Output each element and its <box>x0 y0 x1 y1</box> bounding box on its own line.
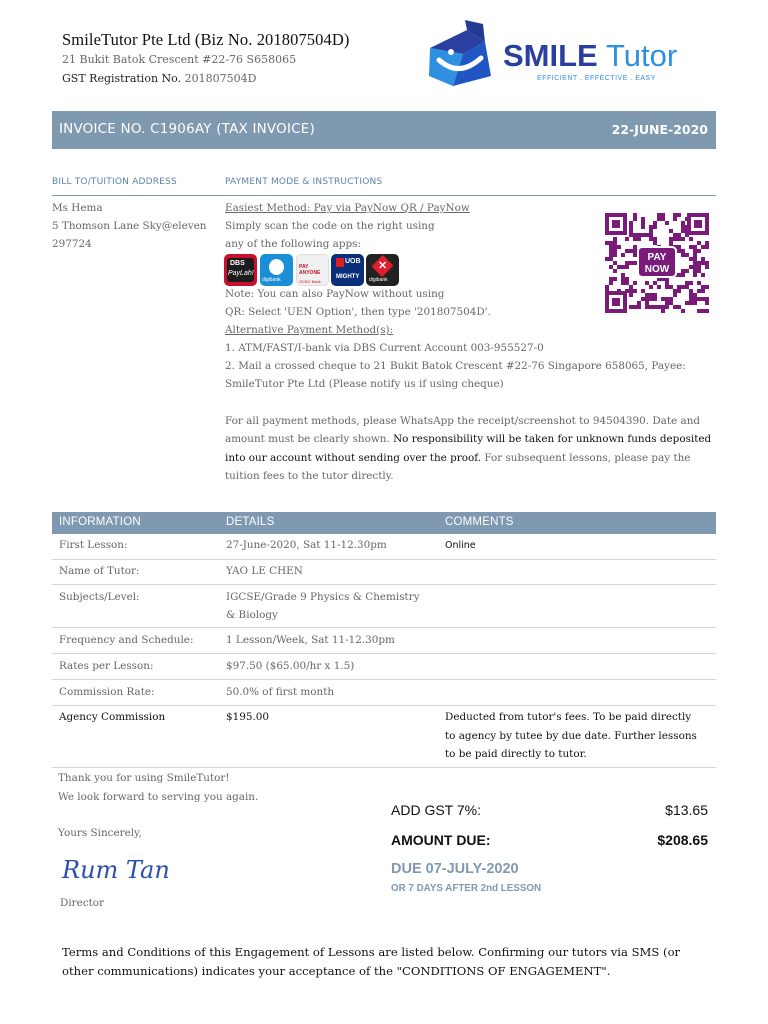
gst-number: 201807504D <box>184 72 257 85</box>
table-row-divider <box>52 627 716 628</box>
payment-alt-item: 1. ATM/FAST/I-bank via DBS Current Account 003-955527-0 <box>225 342 544 354</box>
row-label: Name of Tutor: <box>59 565 140 577</box>
payment-alt-item: 2. Mail a crossed cheque to 21 Bukit Batok Crescent #22-76 Singapore 658065, Payee: <box>225 360 686 372</box>
table-row-divider <box>52 679 716 680</box>
logo-tutor-text: Tutor <box>606 38 678 73</box>
table-row-divider <box>52 653 716 654</box>
info-table-header <box>52 512 716 534</box>
paynow-qr-code <box>605 213 709 313</box>
row-label: Agency Commission <box>59 711 166 723</box>
invoice-title: INVOICE NO. C1906AY (TAX INVOICE) <box>59 121 315 137</box>
signatory-title: Director <box>60 897 104 909</box>
row-detail: 27-June-2020, Sat 11-12.30pm <box>226 539 387 551</box>
bill-to-name: Ms Hema <box>52 202 103 214</box>
bill-to-address: 5 Thomson Lane Sky@eleven <box>52 220 207 232</box>
payment-app-icons <box>224 254 399 286</box>
sign-off: Yours Sincerely, <box>58 827 142 839</box>
payment-alt-item: SmileTutor Pte Ltd (Please notify us if using cheque) <box>225 378 504 390</box>
due-note: OR 7 DAYS AFTER 2nd LESSON <box>391 883 542 894</box>
qr-pay-label: PAY <box>647 252 667 263</box>
amount-due-value: $208.65 <box>657 832 708 848</box>
bill-to-postal: 297724 <box>52 238 92 250</box>
column-header-information: INFORMATION <box>59 516 141 528</box>
row-label: Commission Rate: <box>59 686 155 698</box>
company-name: SmileTutor Pte Ltd (Biz No. 201807504D) <box>62 30 350 49</box>
smiletutor-logo <box>425 20 690 90</box>
row-comment: to be paid directly to tutor. <box>445 748 587 760</box>
row-detail: $195.00 <box>226 711 269 723</box>
ocbc-pay-anyone-icon: PAY ANYONE OCBC Bank <box>296 254 329 286</box>
payment-instructions-text: For all payment methods, please WhatsApp the receipt/screenshot to 94504390. Date and amount must be clearly shown. <box>225 415 701 446</box>
amount-due-label: AMOUNT DUE: <box>391 832 491 848</box>
logo-smile-text: SMILE <box>503 38 598 73</box>
table-row-divider <box>52 559 716 560</box>
row-label: Subjects/Level: <box>59 591 140 603</box>
dbs-paylah-icon: DBS PayLah! <box>224 254 257 286</box>
thanks-message: Thank you for using SmileTutor! <box>58 772 230 784</box>
signature <box>60 845 170 893</box>
row-detail: 1 Lesson/Week, Sat 11-12.30pm <box>226 634 395 646</box>
uob-mighty-icon: UOB MIGHTY <box>331 254 364 286</box>
payment-disclaimer: No responsibility will be taken for unknown funds deposited into our account without sending over the proof. <box>225 433 712 464</box>
row-comment: Deducted from tutor's fees. To be paid directly <box>445 711 692 723</box>
payment-scan-line: Simply scan the code on the right using <box>225 220 435 232</box>
payment-instructions-text: For subsequent lessons, please pay the tuition fees to the tutor directly. <box>225 451 691 482</box>
gst-label: ADD GST 7%: <box>391 802 481 818</box>
section-divider <box>52 195 716 196</box>
company-address: 21 Bukit Batok Crescent #22-76 S658065 <box>62 53 297 66</box>
payment-note: Note: You can also PayNow without using <box>225 288 445 300</box>
table-row-divider <box>52 584 716 585</box>
row-label: Rates per Lesson: <box>59 660 154 672</box>
row-label: Frequency and Schedule: <box>59 634 194 646</box>
row-detail: 50.0% of first month <box>226 686 335 698</box>
payment-alt-heading: Alternative Payment Method(s): <box>225 324 394 336</box>
dbs-digibank-icon: ✕ digibank <box>366 254 399 286</box>
payment-label: PAYMENT MODE & INSTRUCTIONS <box>225 177 383 187</box>
column-header-details: DETAILS <box>226 516 275 528</box>
due-date: DUE 07-JULY-2020 <box>391 861 519 877</box>
terms-notice: Terms and Conditions of this Engagement of Lessons are listed below. Confirming our tutors via SMS (or other communications) indicates your acceptance of the "CONDITIONS OF ENGAGEMENT". <box>62 945 681 978</box>
gst-registration <box>62 72 256 85</box>
row-detail: $97.50 ($65.00/hr x 1.5) <box>226 660 355 672</box>
bill-to-label: BILL TO/TUITION ADDRESS <box>52 177 177 187</box>
qr-now-label: NOW <box>644 264 670 275</box>
logo-tagline: EFFICIENT . EFFECTIVE . EASY <box>537 75 656 82</box>
digibank-icon: digibank <box>260 254 293 286</box>
payment-easiest-method: Easiest Method: Pay via PayNow QR / PayNow <box>225 202 470 214</box>
signature-text: Rum Tan <box>62 856 170 884</box>
invoice-date: 22-JUNE-2020 <box>611 122 708 137</box>
logo-mark-icon <box>429 20 491 86</box>
column-header-comments: COMMENTS <box>445 516 514 528</box>
table-row-divider <box>52 705 716 706</box>
table-row-divider <box>52 767 716 768</box>
gst-label: GST Registration No. <box>62 72 182 85</box>
row-detail: YAO LE CHEN <box>226 565 303 577</box>
row-detail: & Biology <box>226 609 278 621</box>
row-label: First Lesson: <box>59 539 128 551</box>
gst-value: $13.65 <box>665 802 708 818</box>
row-comment: Online <box>445 540 476 551</box>
payment-note: QR: Select 'UEN Option', then type '201807504D'. <box>225 306 491 318</box>
row-comment: to agency by tutee by due date. Further lessons <box>445 730 697 742</box>
payment-instructions <box>225 412 715 485</box>
row-detail: IGCSE/Grade 9 Physics & Chemistry <box>226 591 420 603</box>
thanks-message: We look forward to serving you again. <box>58 791 259 803</box>
payment-scan-line: any of the following apps: <box>225 238 361 250</box>
